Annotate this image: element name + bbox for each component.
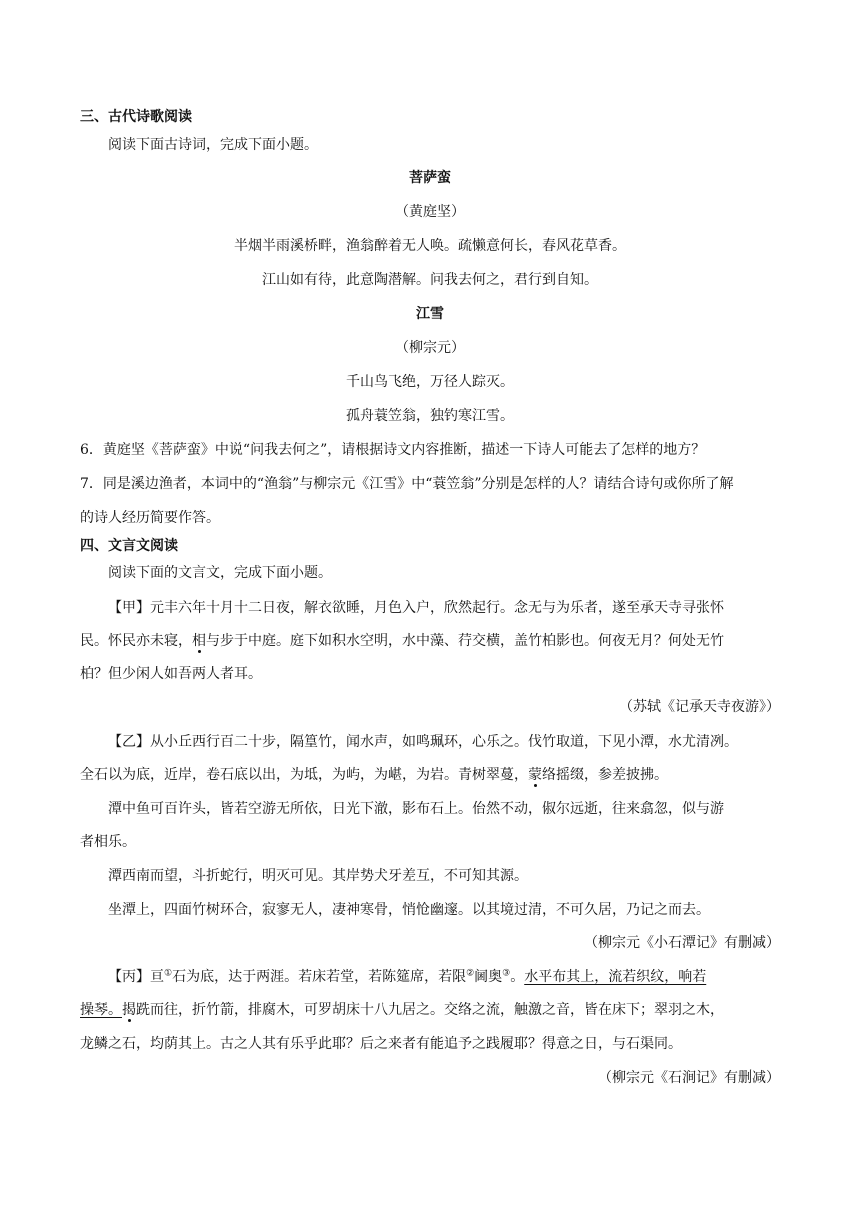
yi-line1: 【乙】从小丘西行百二十步，隔篁竹，闻水声，如鸣珮环，心乐之。伐竹取道，下见小潭，水尤清冽。 [108, 734, 738, 750]
question-6: 6．黄庭坚《菩萨蛮》中说“问我去何之”，请根据诗文内容推断，描述一下诗人可能去了怎样的地方？ [80, 442, 706, 458]
poem2-title: 江雪 [416, 306, 444, 322]
section4-instruction: 阅读下面的文言文，完成下面小题。 [108, 565, 332, 581]
yi-line2-b: 络摇缀，参差披拂。 [542, 767, 668, 783]
bing-line1-a: 【丙】亘 [108, 969, 164, 985]
poem2-author: （柳宗元） [395, 340, 465, 356]
jia-line2-a: 民。怀民亦未寝， [80, 633, 192, 649]
yi-line2 [80, 765, 668, 785]
bing-line3: 龙鳞之石，均荫其上。古之人其有乐乎此耶？后之来者有能追予之践履耶？得意之日，与石渠同。 [80, 1036, 682, 1052]
bing-line1-d: 。 [510, 969, 525, 985]
footnote-marker-1: ① [164, 968, 173, 979]
poem1-line1: 半烟半雨溪桥畔，渔翁醉着无人唤。疏懒意何长，春风花草香。 [234, 238, 626, 254]
yi-line2-a: 全石以为底，近岸，卷石底以出，为坻，为屿，为嵁，为岩。青树翠蔓， [80, 767, 528, 783]
yi-para2-line2: 者相乐。 [80, 834, 136, 850]
jia-line2 [80, 631, 724, 651]
yi-source: （柳宗元《小石潭记》有删减） [584, 935, 780, 951]
yi-dotted-char: 蒙 [528, 767, 542, 783]
bing-line1-b: 石为底，达于两涯。若床若堂，若陈筵席，若限 [172, 969, 467, 985]
jia-line3: 柏？但少闲人如吾两人者耳。 [80, 666, 262, 682]
yi-para3: 潭西南而望，斗折蛇行，明灭可见。其岸势犬牙差互，不可知其源。 [108, 868, 528, 884]
question-7-line2: 的诗人经历简要作答。 [80, 510, 220, 526]
yi-para2-line1: 潭中鱼可百许头，皆若空游无所依，日光下澈，影布石上。佁然不动，俶尔远逝，往来翕忽，似与游 [108, 801, 724, 817]
bing-line2 [80, 1000, 724, 1020]
jia-source: （苏轼《记承天寺夜游》） [619, 699, 780, 715]
poem1-line2: 江山如有待，此意陶潜解。问我去何之，君行到自知。 [262, 272, 598, 288]
yi-para4: 坐潭上，四面竹树环合，寂寥无人，凄神寒骨，悄怆幽邃。以其境过清，不可久居，乃记之而去。 [108, 902, 710, 918]
section4-heading: 四、文言文阅读 [80, 538, 178, 554]
footnote-marker-2: ② [466, 968, 475, 979]
poem2-line2: 孤舟蓑笠翁，独钓寒江雪。 [346, 408, 514, 424]
section3-instruction: 阅读下面古诗词，完成下面小题。 [108, 137, 318, 153]
jia-line2-b: 与步于中庭。庭下如积水空明，水中藻、荇交横，盖竹柏影也。何夜无月？何处无竹 [206, 633, 724, 649]
footnote-marker-3: ③ [502, 968, 511, 979]
question-7-line1: 7．同是溪边渔者，本词中的“渔翁”与柳宗元《江雪》中“蓑笠翁”分别是怎样的人？请结合诗句或你所了解 [80, 476, 734, 492]
poem1-author: （黄庭坚） [395, 204, 465, 220]
jia-line1: 【甲】元丰六年十月十二日夜，解衣欲睡，月色入户，欣然起行。念无与为乐者，遂至承天寺寻张怀 [108, 600, 724, 616]
bing-dotted-char: 揭 [122, 1002, 136, 1018]
poem1-title: 菩萨蛮 [409, 170, 451, 186]
poem2-line1: 千山鸟飞绝，万径人踪灭。 [346, 374, 514, 390]
section3-heading: 三、古代诗歌阅读 [80, 109, 192, 125]
jia-dotted-char: 相 [192, 633, 206, 649]
bing-source: （柳宗元《石涧记》有删减） [598, 1070, 780, 1086]
bing-underlined-sentence-part1: 水平布其上，流若织纹，响若 [524, 969, 707, 985]
bing-line1 [108, 967, 706, 987]
bing-line1-c: 阃奥 [474, 969, 503, 985]
bing-underlined-sentence-part2: 操琴。 [80, 1002, 122, 1018]
bing-line2-b: 跣而往，折竹箭，排腐木，可罗胡床十八九居之。交络之流，触激之音，皆在床下；翠羽之木， [136, 1002, 724, 1018]
